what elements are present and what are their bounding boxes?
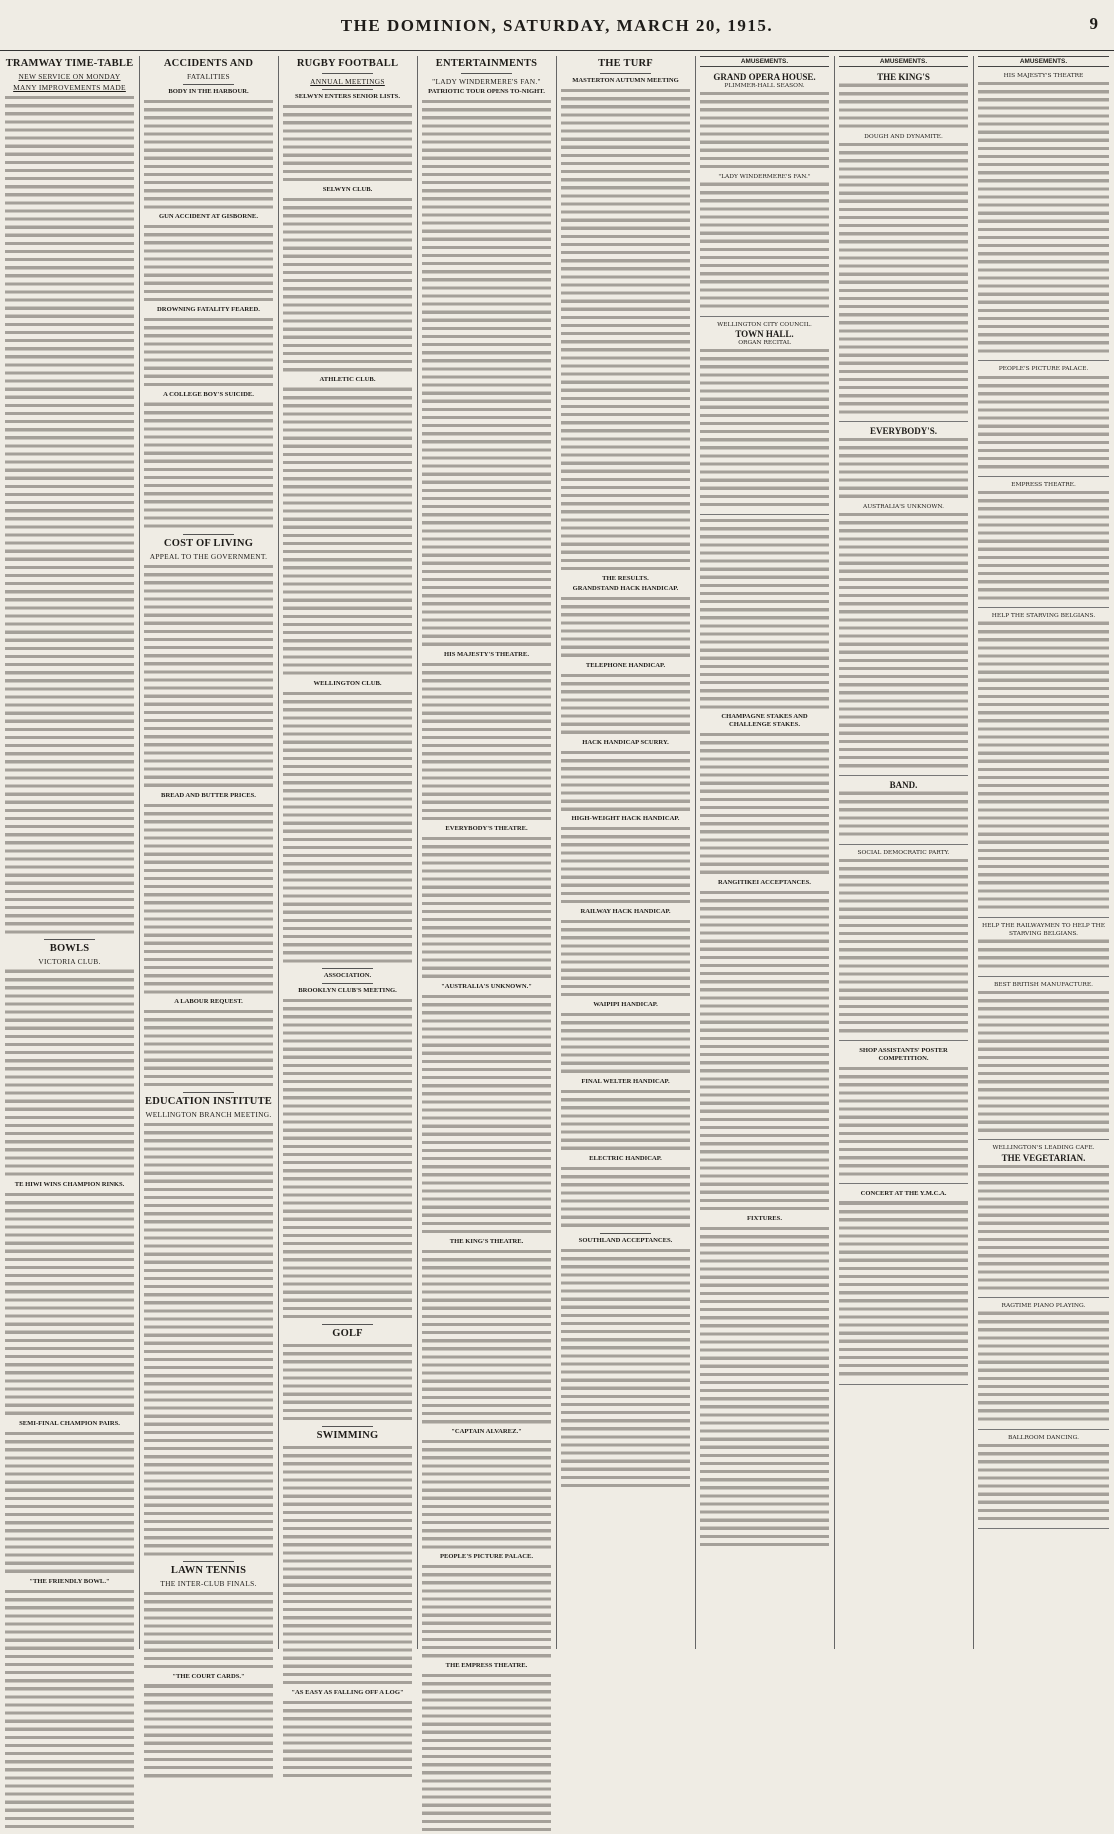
ad-ragtime-piano: RAGTIME PIANO PLAYING. xyxy=(978,1300,1109,1429)
ad-his-majestys: HIS MAJESTY'S THEATRE xyxy=(978,70,1109,361)
subhead-everybodys: EVERYBODY'S THEATRE. xyxy=(445,824,528,832)
subhead-inter-club: THE INTER-CLUB FINALS. xyxy=(160,1579,257,1589)
headline-golf: GOLF xyxy=(332,1328,363,1340)
column-2 xyxy=(139,56,278,1681)
article-body xyxy=(144,1121,273,1558)
subhead-college-boy: A COLLEGE BOY'S SUICIDE. xyxy=(163,391,254,399)
article-body xyxy=(700,889,829,1213)
headline-entertainments: ENTERTAINMENTS xyxy=(435,58,538,69)
article-body xyxy=(561,1247,690,1490)
subhead-semi-final: SEMI-FINAL CHAMPION PAIRS. xyxy=(19,1419,120,1427)
ad-grand-opera-house: GRAND OPERA HOUSE. PLIMMER-HALL SEASON. "LADY WINDERMERE'S FAN." xyxy=(700,70,829,317)
subhead-high-weight: HIGH-WEIGHT HACK HANDICAP. xyxy=(571,815,680,823)
subhead-hack-scurry: HACK HANDICAP SCURRY. xyxy=(582,738,669,746)
column-4 xyxy=(417,56,556,1670)
article-body xyxy=(144,563,273,790)
ad-vegetarian-cafe: WELLINGTON'S LEADING CAFE. THE VEGETARIAN. xyxy=(978,1142,1109,1298)
ad-peoples-picture: PEOPLE'S PICTURE PALACE. xyxy=(978,363,1109,476)
article-body xyxy=(422,1563,551,1660)
subhead-fixtures: FIXTURES. xyxy=(747,1215,782,1223)
article-body xyxy=(561,672,690,737)
article-body xyxy=(144,1590,273,1671)
subhead-improvements: MANY IMPROVEMENTS MADE xyxy=(13,83,126,92)
article-body xyxy=(5,1191,134,1418)
article-body xyxy=(422,1438,551,1551)
subhead-rangitikei: RANGITIKEI ACCEPTANCES. xyxy=(718,879,811,887)
subhead-champagne-stakes: CHAMPAGNE STAKES AND CHALLENGE STAKES. xyxy=(721,713,808,729)
article-body xyxy=(561,918,690,999)
article-body xyxy=(700,731,829,877)
amusements-header: AMUSEMENTS. xyxy=(978,56,1109,67)
subhead-annual-meetings: ANNUAL MEETINGS xyxy=(310,77,385,86)
subhead-brooklyn: BROOKLYN CLUB'S MEETING. xyxy=(298,987,397,995)
headline-education: EDUCATION INSTITUTE xyxy=(144,1096,272,1108)
article-body xyxy=(422,1672,551,1834)
article-body xyxy=(5,1430,134,1576)
article-body xyxy=(283,997,412,1321)
article-body xyxy=(5,94,134,936)
page-title: THE DOMINION, SATURDAY, MARCH 20, 1915. xyxy=(340,16,774,35)
subhead-body-harbour: BODY IN THE HARBOUR. xyxy=(168,88,249,95)
subhead-gun-accident: GUN ACCIDENT AT GISBORNE. xyxy=(159,213,258,221)
ad-poster-competition: SHOP ASSISTANTS' POSTER COMPETITION. xyxy=(839,1043,968,1184)
article-body xyxy=(422,1248,551,1426)
subhead-bread-butter: BREAD AND BUTTER PRICES. xyxy=(161,791,256,799)
ad-wellington-city-council: WELLINGTON CITY COUNCIL. TOWN HALL. ORGAN RECITAL xyxy=(700,319,829,515)
subhead-wellington-branch: WELLINGTON BRANCH MEETING. xyxy=(145,1110,272,1120)
article-body xyxy=(144,802,273,996)
article-body xyxy=(283,1699,412,1780)
article-body xyxy=(561,595,690,660)
article-body xyxy=(144,316,273,389)
article-body xyxy=(422,835,551,981)
subhead-empress: THE EMPRESS THEATRE. xyxy=(445,1662,528,1670)
subhead-kings-theatre: THE KING'S THEATRE. xyxy=(449,1237,524,1245)
subhead-appeal: APPEAL TO THE GOVERNMENT. xyxy=(149,551,268,561)
article-body xyxy=(561,1165,690,1230)
article-body xyxy=(144,98,273,211)
headline-rugby: RUGBY FOOTBALL xyxy=(296,58,399,69)
subhead-selwyn-enters: SELWYN ENTERS SENIOR LISTS. xyxy=(295,93,400,100)
article-body xyxy=(144,1683,273,1780)
subhead-his-majestys: HIS MAJESTY'S THEATRE. xyxy=(444,650,529,658)
headline-lawn-tennis: LAWN TENNIS xyxy=(170,1565,247,1577)
headline-tramway: TRAMWAY TIME-TABLE xyxy=(5,58,134,69)
column-8 xyxy=(973,56,1114,1649)
article-body xyxy=(561,825,690,906)
column-1 xyxy=(0,56,139,1649)
headline-the-turf: THE TURF xyxy=(598,58,653,69)
subhead-waipipi: WAIPIPI HANDICAP. xyxy=(593,1001,658,1009)
article-body xyxy=(561,1088,690,1153)
subhead-results: THE RESULTS. xyxy=(602,575,649,582)
subhead-court-cards: "THE COURT CARDS." xyxy=(172,1673,245,1681)
ad-band: BAND. xyxy=(839,778,968,845)
headline-bowls: BOWLS xyxy=(49,943,90,955)
masthead xyxy=(0,0,1114,51)
headline-fatalities: FATALITIES xyxy=(187,72,230,81)
article-body xyxy=(5,1588,134,1831)
column-3 xyxy=(278,56,417,1697)
article-body xyxy=(283,1342,412,1423)
headline-cost-of-living: COST OF LIVING xyxy=(163,537,254,549)
subhead-te-hiwi: TE HIWI WINS CHAMPION RINKS. xyxy=(14,1180,125,1188)
article-body xyxy=(144,1008,273,1089)
page-number: 9 xyxy=(1089,14,1098,33)
ad-starving-belgians: HELP THE STARVING BELGIANS. xyxy=(978,610,1109,918)
article-body xyxy=(561,1011,690,1076)
article-body xyxy=(283,196,412,374)
ad-ymca-concert: CONCERT AT THE Y.M.C.A. xyxy=(839,1186,968,1384)
ad-railwaymen: HELP THE RAILWAYMEN TO HELP THE STARVING BELGIANS. xyxy=(978,920,1109,977)
subhead-railway-hack: RAILWAY HACK HANDICAP. xyxy=(580,908,671,916)
article-body xyxy=(422,98,551,649)
subhead-association: ASSOCIATION. xyxy=(323,972,372,980)
article-body xyxy=(700,1225,829,1549)
subhead-masterton: MASTERTON AUTUMN MEETING xyxy=(572,77,679,84)
subhead-selwyn-club: SELWYN CLUB. xyxy=(322,186,373,193)
subhead-wellington-club: WELLINGTON CLUB. xyxy=(313,679,382,687)
article-body xyxy=(561,749,690,814)
article-body xyxy=(144,223,273,304)
article-body xyxy=(283,690,412,965)
ad-everybodys: EVERYBODY'S. AUSTRALIA'S UNKNOWN. xyxy=(839,424,968,776)
subhead-drowning: DROWNING FATALITY FEARED. xyxy=(157,306,260,314)
column-7 xyxy=(834,56,973,1649)
amusements-header: AMUSEMENTS. xyxy=(700,56,829,67)
subhead-friendly-bowl: "THE FRIENDLY BOWL." xyxy=(29,1577,110,1585)
subhead-lady-windermere: "LADY WINDERMERE'S FAN." xyxy=(432,77,541,86)
subhead-victoria-club: VICTORIA CLUB. xyxy=(38,957,101,967)
headline-accidents: ACCIDENTS AND xyxy=(163,58,254,69)
subhead-final-welter: FINAL WELTER HANDICAP. xyxy=(581,1078,670,1086)
subhead-grandstand: GRANDSTAND HACK HANDICAP. xyxy=(572,585,679,592)
subhead-falling-off-log: "AS EASY AS FALLING OFF A LOG" xyxy=(291,1689,404,1697)
subhead-peoples-picture: PEOPLE'S PICTURE PALACE. xyxy=(439,1553,534,1561)
amusements-header: AMUSEMENTS. xyxy=(839,56,968,67)
subhead-australias-unknown: "AUSTRALIA'S UNKNOWN." xyxy=(441,982,532,990)
ad-ballroom-dancing: BALLROOM DANCING. xyxy=(978,1432,1109,1529)
article-body xyxy=(283,386,412,678)
subhead-patriotic-tour: PATRIOTIC TOUR OPENS TO-NIGHT. xyxy=(428,88,545,95)
subhead-new-service: NEW SERVICE ON MONDAY xyxy=(18,72,121,81)
ad-empress: EMPRESS THEATRE. xyxy=(978,479,1109,608)
ad-the-kings: THE KING'S DOUGH AND DYNAMITE. xyxy=(839,70,968,422)
headline-swimming: SWIMMING xyxy=(316,1430,379,1442)
article-body xyxy=(422,993,551,1236)
column-5 xyxy=(556,56,695,1649)
subhead-labour-request: A LABOUR REQUEST. xyxy=(174,998,243,1006)
article-body xyxy=(144,401,273,531)
ad-social-democratic: SOCIAL DEMOCRATIC PARTY. xyxy=(839,847,968,1041)
article-body xyxy=(422,661,551,823)
subhead-athletic-club: ATHLETIC CLUB. xyxy=(319,376,376,384)
subhead-telephone: TELEPHONE HANDICAP. xyxy=(585,661,666,669)
subhead-southland: SOUTHLAND ACCEPTANCES. xyxy=(578,1236,673,1244)
subhead-captain-alvarez: "CAPTAIN ALVAREZ." xyxy=(451,1427,522,1435)
article-body xyxy=(283,103,412,184)
article-body xyxy=(561,87,690,573)
column-6 xyxy=(695,56,834,1649)
subhead-electric: ELECTRIC HANDICAP. xyxy=(589,1154,662,1162)
article-body xyxy=(5,968,134,1179)
article-body xyxy=(283,1444,412,1687)
ad-british-manufacture: BEST BRITISH MANUFACTURE. xyxy=(978,979,1109,1141)
article-body xyxy=(700,517,829,711)
